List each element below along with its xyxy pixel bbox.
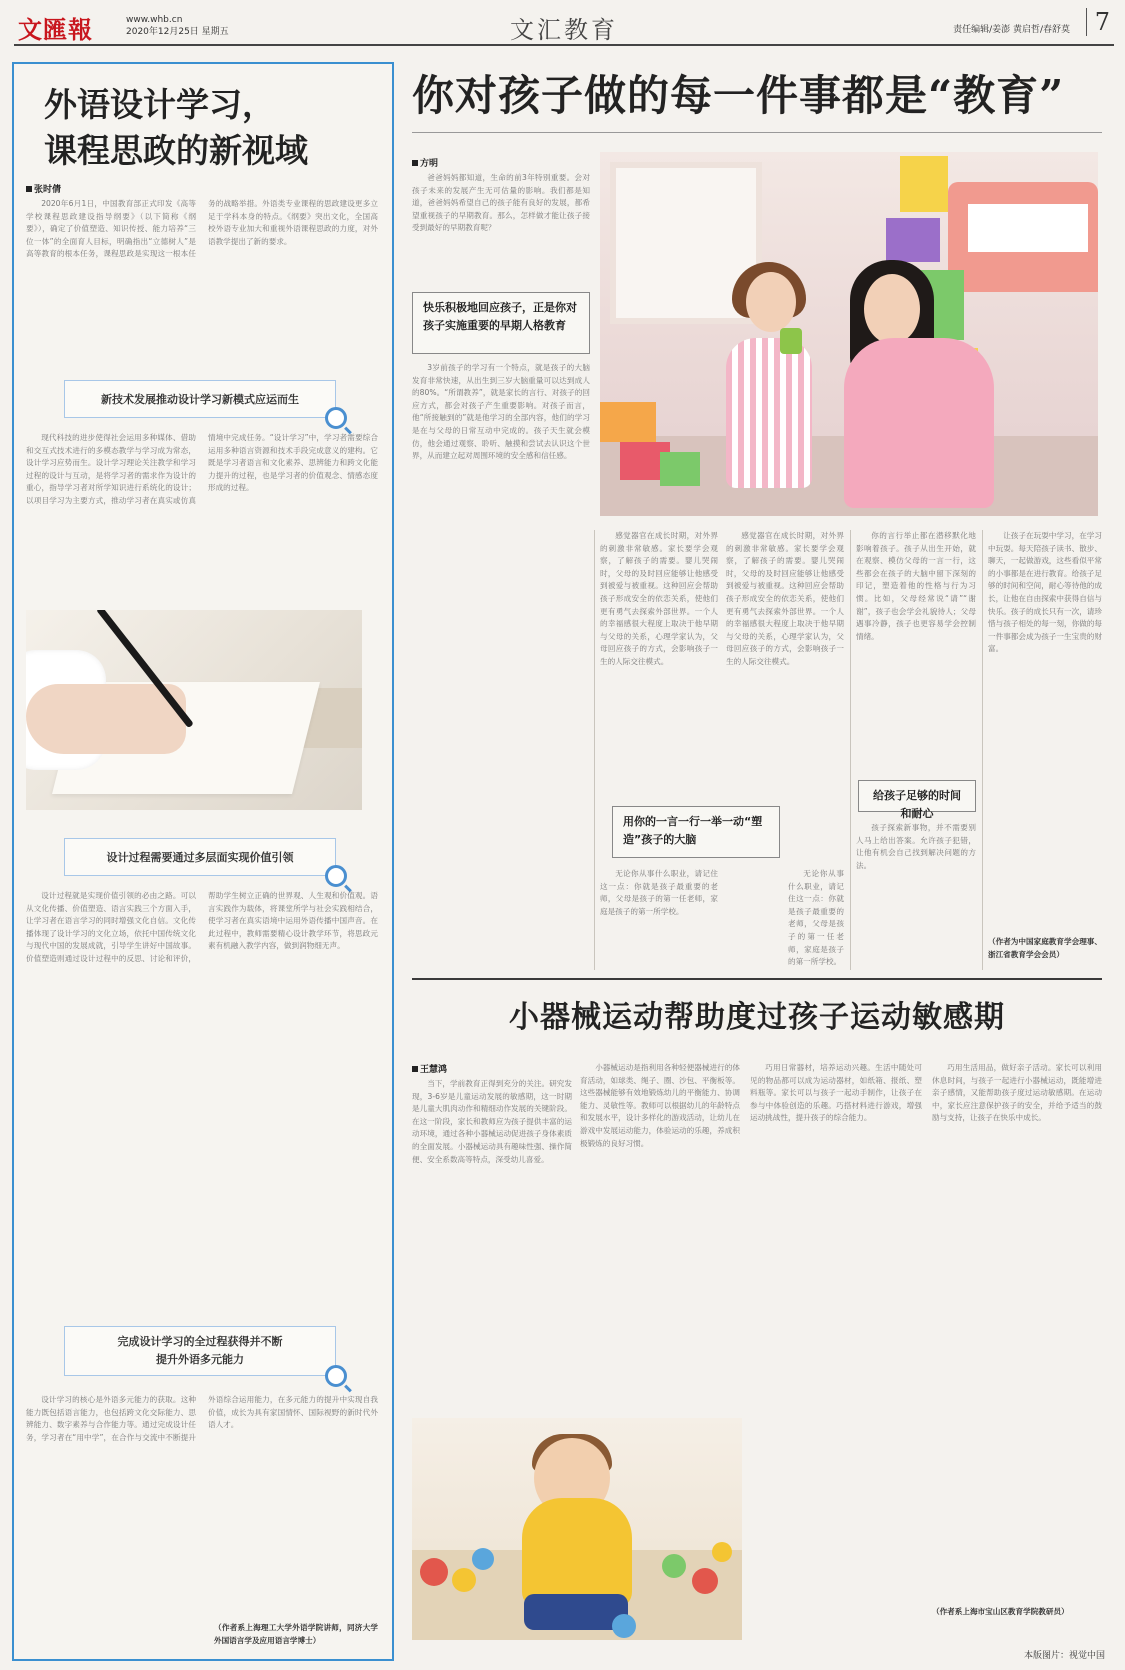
site-url: www.whb.cn [126, 15, 183, 25]
left-article-box [12, 62, 394, 1661]
magnifier-icon [325, 407, 347, 429]
left-article-title: 外语设计学习， 课程思政的新视域 [44, 85, 308, 170]
left-subhead-1: 新技术发展推动设计学习新模式应运而生 [64, 380, 336, 418]
top-article-col2b: 感觉器官在成长时期，对外界的刺激非常敏感。家长要学会观察，了解孩子的需要。婴儿哭闹时，父母的及时回应能够让他感受到被爱与被重视。这种回应会帮助孩子形成安全的依恋关系，使他们更有勇气去探索外部世界。一个人的幸福感很大程度上取决于他早期与父母的关系，心理学家认为，父母回应孩子的方式，会影响孩子一生的人际交往模式。 [726, 531, 844, 666]
writing-photo [26, 610, 362, 810]
top-article-col4: 让孩子在玩耍中学习，在学习中玩耍。每天陪孩子读书、散步、聊天，一起做游戏，这些看似平常的小事都是在进行教育。给孩子足够的时间和空间，耐心等待他的成长，让他在自由探索中获得自信与快乐。孩子的成长只有一次，请珍惜与孩子相处的每一刻，你做的每一件事都会成为孩子一生宝贵的财富。 [988, 531, 1102, 654]
top-article-byline: 方明 [412, 156, 438, 169]
column-rule [982, 530, 983, 970]
article-divider [412, 978, 1102, 980]
top-article-col3-tail: 孩子探索新事物，并不需要别人马上给出答案。允许孩子犯错，让他有机会自己找到解决问题的方法。 [856, 823, 976, 870]
top-article-col1: 3岁前孩子的学习有一个特点，就是孩子的大脑发育非常快速，从出生到三岁大脑重量可以达到成人的80%。“所谓教养”，就是家长的言行、对孩子的回应方式，都会对孩子产生重要影响。对孩子而言，他“所接触到的”就是他学习的全部内容，他们的学习是在与父母的日常互动中完成的。孩子天生就会模仿，他会通过观察、聆听、触摸和尝试去认识这个世界，从而建立起对周围环境的安全感和信任感。 [412, 363, 590, 461]
left-article-intro: 2020年6月1日，中国教育部正式印发《高等学校课程思政建设指导纲要》（以下简称《纲要》），确定了价值塑造、知识传授、能力培养“三位一体”的全面育人目标，明确指出“立德树人”是高等教育的根本任务，课程思政是实现这一根本任务的战略举措。外语类专业课程的思政建设更多立足于学科本身的特点。《纲要》突出文化，全国高校外语专业加大和重视外语课程思政的力度，对外语教学提出了新的要求。 [26, 199, 378, 259]
top-author-note: （作者为中国家庭教育学会理事、浙江省教育学会会员） [988, 937, 1102, 959]
top-article-lead: 爸爸妈妈都知道，生命的前3年特别重要。会对孩子未来的发展产生无可估量的影响。我们都是知道，爸爸妈妈希望自己的孩子能有良好的发展，都希望重视孩子的早期教育。那么，怎样做才能让孩子接受到最好的早期教育呢？ [412, 173, 590, 233]
left-article-byline: 张时倩 [26, 182, 61, 195]
title-rule [412, 132, 1102, 133]
top-article-title: 你对孩子做的每一件事都是“教育” [412, 71, 1065, 120]
column-rule [594, 530, 595, 970]
newspaper-logo: 文匯報 [18, 15, 93, 44]
magnifier-icon [325, 865, 347, 887]
left-article-body-2: 设计过程就是实现价值引领的必由之路。可以从文化传播、价值塑造、语言实践三个方面入手，让学习者在语言学习的同时增强文化自信。文化传播体现了设计学习的文化立场，依托中国传统文化与现代中国的发展成就，引导学生讲好中国故事。价值塑造则通过设计过程中的反思、讨论和评价，帮助学生树立正确的世界观、人生观和价值观。语言实践作为载体，将课堂所学与社会实践相结合，使学习者在真实语境中运用外语传播中国声音。在此过程中，教师需要精心设计教学环节，将思政元素有机融入教学内容，做到润物细无声。 [26, 891, 378, 963]
magnifier-icon [325, 1365, 347, 1387]
bottom-author-note: （作者系上海市宝山区教育学院教研员） [932, 1607, 1069, 1616]
page-number: 7 [1086, 8, 1110, 36]
column-rule [850, 530, 851, 970]
bottom-article-col2: 小器械运动是指利用各种轻便器械进行的体育活动，如球类、绳子、圈、沙包、平衡板等。这些器械能够有效地锻炼幼儿的平衡能力、协调能力、灵敏性等。教师可以根据幼儿的年龄特点和发展水平，设计多样化的游戏活动，让幼儿在游戏中发展运动能力，体验运动的乐趣，养成积极锻炼的良好习惯。 [580, 1063, 740, 1148]
left-article-body-3: 设计学习的核心是外语多元能力的获取。这种能力既包括语言能力，也包括跨文化交际能力、思辨能力、数字素养与合作能力等。通过完成设计任务，学习者在“用中学”，在合作与交流中不断提升外语综合运用能力，在多元能力的提升中实现自我价值，成长为具有家国情怀、国际视野的新时代外语人才。 [26, 1395, 378, 1442]
masthead [14, 8, 1114, 46]
left-author-note: （作者系上海理工大学外语学院讲师，同济大学外国语言学及应用语言学博士） [214, 1623, 378, 1645]
top-callout-3: 给孩子足够的时间和耐心 [858, 780, 976, 812]
editors-credit: 责任编辑/姜澎 黄启哲/春舒莫 [953, 25, 1070, 35]
left-subhead-2: 设计过程需要通过多层面实现价值引领 [64, 838, 336, 876]
left-article-body-1: 现代科技的进步使得社会运用多种媒体、借助和交互式技术进行的多模态教学与学习成为常态，设计学习应势而生。设计学习理论关注教学和学习过程的设计与互动，是将学习者的需求作为设计的重心，指导学习者对所学知识进行系统化的设计；以项目学习为主要方式，推动学习者在真实或仿真情境中完成任务。“设计学习”中，学习者需要综合运用多种语言资源和技术手段完成意义的建构。它既是学习者语言和文化素养、思辨能力和跨文化能力提升的过程，也是学习者的价值观念、情感态度形成的过程。 [26, 433, 378, 505]
top-article-col3: 你的言行举止都在潜移默化地影响着孩子。孩子从出生开始，就在观察、模仿父母的一言一行，这些都会在孩子的大脑中留下深刻的印记，塑造着他的性格与行为习惯。比如，父母经常说“请”“谢谢”，孩子也会学会礼貌待人；父母遇事冷静，孩子也更容易学会控制情绪。 [856, 531, 976, 641]
bottom-article-byline: 王慧鸿 [412, 1062, 447, 1075]
bottom-article-col3: 巧用日常器材，培养运动兴趣。生活中随处可见的物品都可以成为运动器材，如纸箱、报纸、塑料瓶等。家长可以与孩子一起动手制作，让孩子在参与中体验创造的乐趣。巧搭材料进行游戏，增强运动挑战性，提升孩子的综合能力。 [750, 1063, 922, 1123]
issue-date: 2020年12月25日 星期五 [126, 27, 229, 37]
top-callout-1: 快乐积极地回应孩子，正是你对孩子实施重要的早期人格教育 [412, 292, 590, 354]
mother-child-blocks-photo [600, 152, 1098, 516]
toddler-playing-photo [412, 1418, 742, 1640]
top-article-col2-tail: 无论你从事什么职业，请记住这一点：你就是孩子最重要的老师，父母是孩子的第一任老师，家庭是孩子的第一所学校。 [600, 869, 718, 916]
photo-credit: 本版图片：视觉中国 [1023, 1651, 1105, 1661]
top-article-col2: 感觉器官在成长时期，对外界的刺激非常敏感。家长要学会观察，了解孩子的需要。婴儿哭闹时，父母的及时回应能够让他感受到被爱与被重视。这种回应会帮助孩子形成安全的依恋关系，使他们更有勇气去探索外部世界。一个人的幸福感很大程度上取决于他早期与父母的关系，心理学家认为，父母回应孩子的方式，会影响孩子一生的人际交往模式。 [600, 531, 718, 666]
bottom-article-col4: 巧用生活用品，做好亲子活动。家长可以利用休息时间，与孩子一起进行小器械运动，既能增进亲子感情，又能帮助孩子度过运动敏感期。在运动中，家长应注意保护孩子的安全，并给予适当的鼓励与支持，让孩子在快乐中成长。 [932, 1063, 1102, 1123]
bottom-article-col1: 当下，学前教育正得到充分的关注。研究发现，3-6岁是儿童运动发展的敏感期，这一时期是儿童大肌肉动作和精细动作发展的关键阶段。在这一阶段，家长和教师应为孩子提供丰富的运动环境，通过各种小器械运动促进孩子身体素质的全面发展。小器械运动具有趣味性强、操作简便、安全系数高等特点，深受幼儿喜爱。 [412, 1079, 572, 1164]
section-title: 文汇教育 [510, 16, 618, 44]
top-article-col2b-tail: 无论你从事什么职业，请记住这一点：你就是孩子最重要的老师，父母是孩子的第一任老师，家庭是孩子的第一所学校。 [788, 869, 844, 967]
top-callout-2: 用你的一言一行一举一动“塑造”孩子的大脑 [612, 806, 780, 858]
left-subhead-3: 完成设计学习的全过程获得并不断 提升外语多元能力 [64, 1326, 336, 1376]
bottom-article-title: 小器械运动帮助度过孩子运动敏感期 [509, 1000, 1005, 1035]
